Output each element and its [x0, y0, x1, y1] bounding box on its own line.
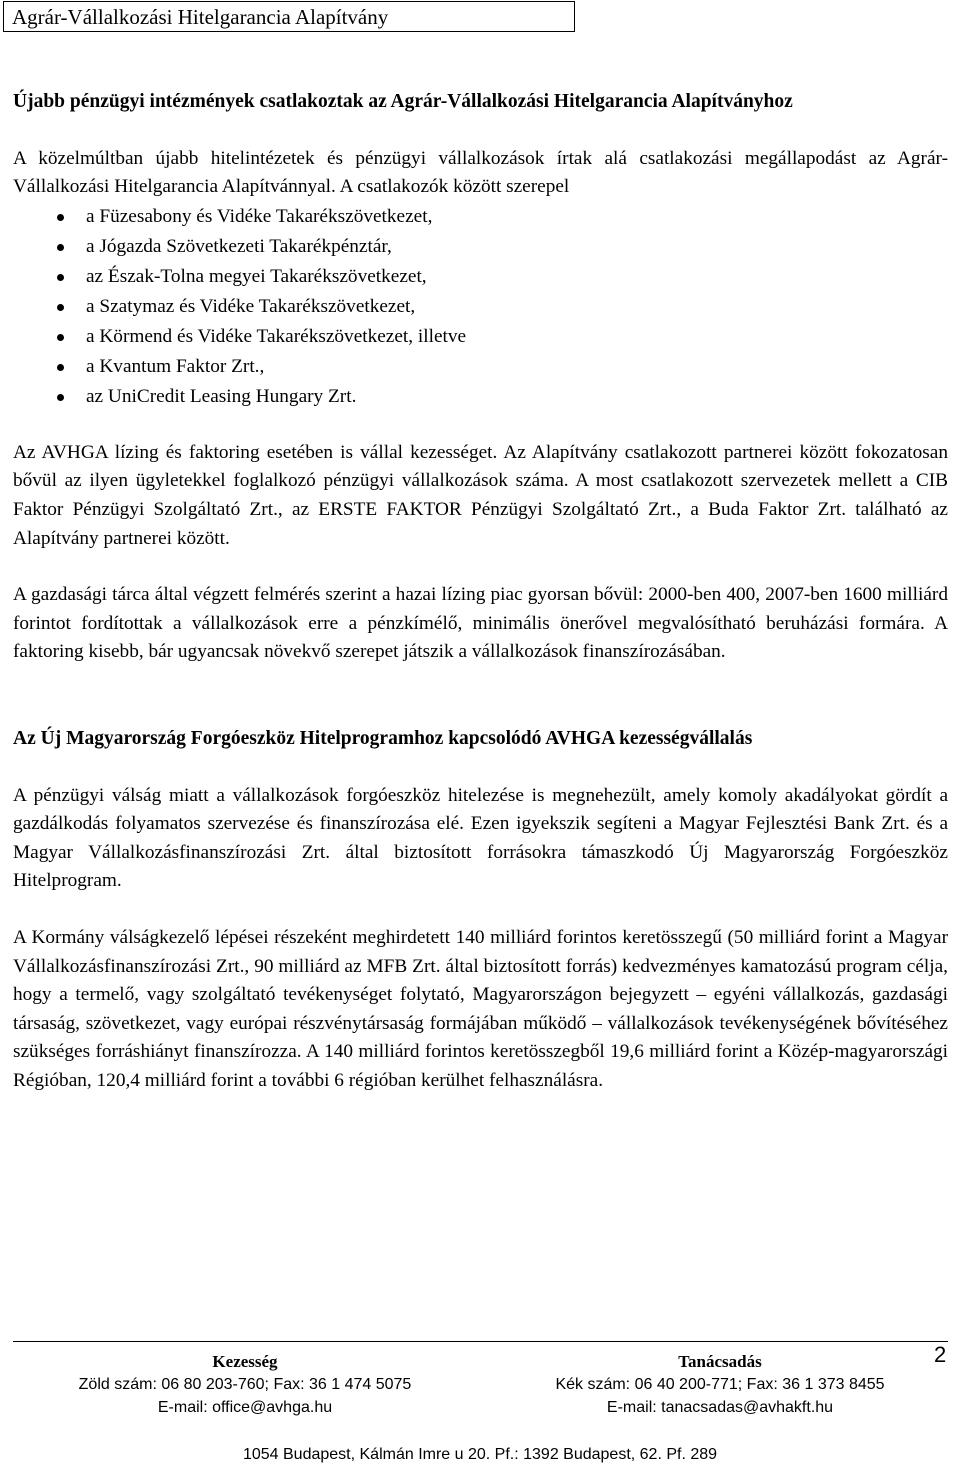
bullet-icon	[57, 214, 64, 221]
section1-paragraph-3: A gazdasági tárca által végzett felmérés szerint a hazai lízing piac gyorsan bővül: 2000-ben 400, 2007-ben 1600 milliárd forintot fordítottak a vállalkozások erre a pénzkímélő, minimális önerővel megvalósítható beruházási formára. A faktoring kisebb, bár ugyancsak növekvő szerepet játszik a vállalkozások finanszírozásában.	[13, 584, 948, 663]
list-item: a Füzesabony és Vidéke Takarékszövetkezet,	[13, 202, 948, 232]
document-body	[13, 88, 948, 1095]
header-title: Agrár-Vállalkozási Hitelgarancia Alapítvány	[12, 5, 389, 29]
bullet-icon	[57, 334, 64, 341]
footer-consulting-label: Tanácsadás	[678, 1352, 762, 1371]
section2-paragraph-1: A pénzügyi válság miatt a vállalkozások forgóeszköz hitelezése is megnehezült, amely komoly akadályokat gördít a gazdálkodás folyamatos szervezése és finanszírozása elé. Ezen igyekszik segíteni a Magyar Fejlesztési Bank Zrt. és a Magyar Vállalkozásfinanszírozási Zrt. által biztosított forrásokra támaszkodó Új Magyarország Forgóeszköz Hitelprogram.	[13, 784, 948, 892]
list-item: az UniCredit Leasing Hungary Zrt.	[13, 382, 948, 412]
footer-consulting	[500, 1350, 940, 1419]
list-item: a Körmend és Vidéke Takarékszövetkezet, illetve	[13, 322, 948, 352]
page-number: 2	[934, 1342, 947, 1367]
footer-consulting-email[interactable]: E-mail: tanacsadas@avhakft.hu	[606, 1399, 834, 1416]
list-item: a Szatymaz és Vidéke Takarékszövetkezet,	[13, 292, 948, 322]
bullet-icon	[57, 274, 64, 281]
bullet-icon	[57, 364, 64, 371]
section2-paragraph-2: A Kormány válságkezelő lépései részeként meghirdetett 140 milliárd forintos keretösszegű (50 milliárd forint a Magyar Vállalkozásfinanszírozási Zrt., 90 milliárd az MFB Zrt. által biztosított forrás) kedvezményes kamatozású program célja, hogy a termelő, vagy szolgáltató tevékenységet folytató, Magyarországon bejegyzett – egyéni vállalkozás, gazdasági társaság, szövetkezet, vagy európai részvénytársaság formájában működő – vállalkozások tevékenységének bővítéséhez szükséges forráshiányt finanszírozza. A 140 milliárd forintos keretösszegből 19,6 milliárd forint a Közép-magyarországi Régióban, 120,4 milliárd forint a további 6 régióban kerülhet felhasználásra.	[13, 926, 948, 1091]
footer-consulting-phone: Kék szám: 06 40 200-771; Fax: 36 1 373 8455	[555, 1376, 885, 1393]
footer-guarantee-phone: Zöld szám: 06 80 203-760; Fax: 36 1 474 5075	[78, 1376, 412, 1393]
bullet-icon	[57, 304, 64, 311]
list-item: az Észak-Tolna megyei Takarékszövetkezet,	[13, 262, 948, 292]
section1-paragraph-2: Az AVHGA lízing és faktoring esetében is vállal kezességet. Az Alapítvány csatlakozott partnerei között fokozatosan bővül az ilyen ügyletekkel foglalkozó pénzügyi vállalkozások száma. A most csatlakozott szervezetek mellett a CIB Faktor Pénzügyi Szolgáltató Zrt., az ERSTE FAKTOR Pénzügyi Szolgáltató Zrt., a Buda Faktor Zrt. található az Alapítvány partnerei között.	[13, 441, 948, 549]
section2-heading: Az Új Magyarország Forgóeszköz Hitelprogramhoz kapcsolódó AVHGA kezességvállalás	[13, 727, 753, 749]
bullet-icon	[57, 244, 64, 251]
institution-list	[13, 202, 948, 412]
header-box	[3, 1, 575, 32]
footer-guarantee-email[interactable]: E-mail: office@avhga.hu	[157, 1399, 333, 1416]
footer-guarantee	[25, 1350, 465, 1419]
footer-guarantee-label: Kezesség	[212, 1352, 278, 1371]
footer-divider	[13, 1341, 948, 1342]
list-item: a Jógazda Szövetkezeti Takarékpénztár,	[13, 232, 948, 262]
section1-intro: A közelmúltban újabb hitelintézetek és pénzügyi vállalkozások írtak alá csatlakozási megállapodást az Agrár-Vállalkozási Hitelgarancia Alapítvánnyal. A csatlakozók között szerepel	[13, 147, 948, 198]
footer-address: 1054 Budapest, Kálmán Imre u 20. Pf.: 1392 Budapest, 62. Pf. 289	[242, 1446, 718, 1463]
bullet-icon	[57, 394, 64, 401]
list-item: a Kvantum Faktor Zrt.,	[13, 352, 948, 382]
section1-heading: Újabb pénzügyi intézmények csatlakoztak az Agrár-Vállalkozási Hitelgarancia Alapítványhoz	[13, 91, 793, 112]
